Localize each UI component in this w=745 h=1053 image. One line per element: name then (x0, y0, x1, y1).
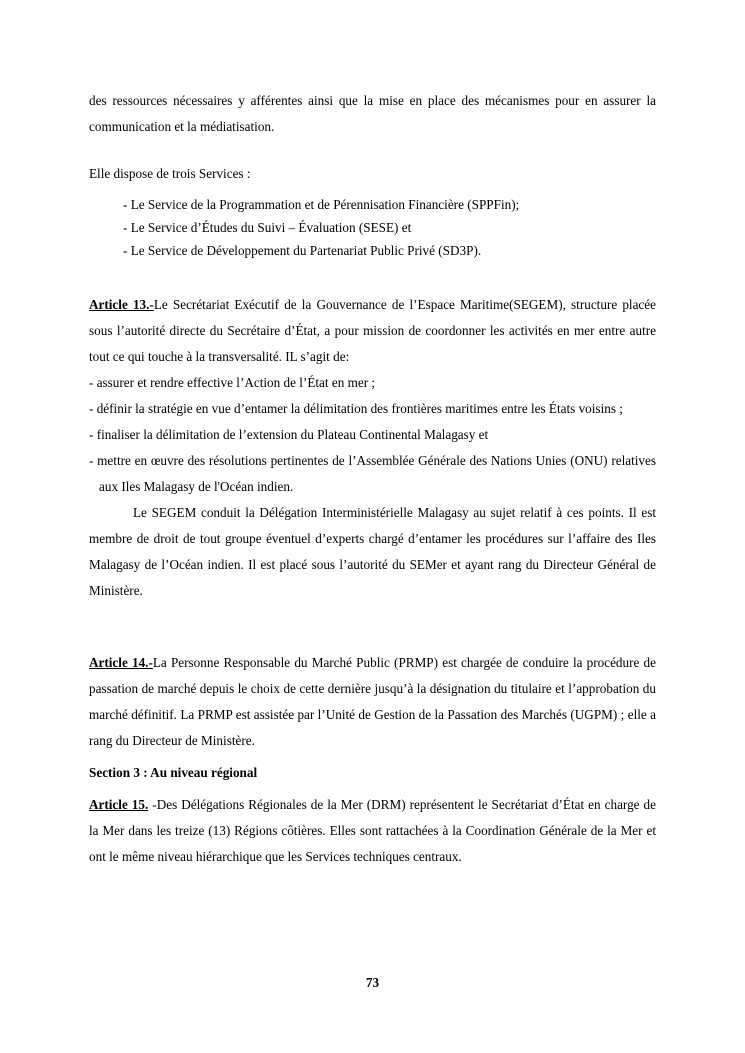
article-13-paragraph (89, 292, 656, 370)
intro-paragraph: des ressources nécessaires y afférentes ainsi que la mise en place des mécanismes pour en assurer la communication et la médiatisation. (89, 93, 656, 134)
list-item: - Le Service de Développement du Partenariat Public Privé (SD3P). (123, 243, 482, 258)
list-item: - mettre en œuvre des résolutions pertinentes de l’Assemblée Générale des Nations Unies (ONU) relatives aux Iles Malagasy de l'Océan indien. (89, 453, 656, 494)
list-item: - Le Service d’Études du Suivi – Évaluation (SESE) et (123, 220, 412, 235)
section-3-title: Section 3 : Au niveau régional (89, 765, 258, 780)
list-item: - définir la stratégie en vue d’entamer la délimitation des frontières maritimes entre les États voisins ; (89, 401, 623, 416)
services-intro: Elle dispose de trois Services : (89, 166, 251, 181)
article-14-paragraph (89, 650, 656, 754)
article-14-label: Article 14.- (89, 655, 153, 670)
article-15-label: Article 15. (89, 797, 149, 812)
page-number: 73 (365, 975, 380, 990)
article-13-closing: Le SEGEM conduit la Délégation Interministérielle Malagasy au sujet relatif à ces points. Il est membre de droit de tout groupe éventuel d’experts chargé d’entamer les procédures sur l’affaire des Iles Malagasy de l’Océan indien. Il est placé sous l’autorité du SEMer et ayant rang du Directeur Général de Ministère. (89, 505, 656, 598)
article-15-paragraph (89, 792, 656, 870)
article-13-label: Article 13.- (89, 297, 154, 312)
article-13-text: Le Secrétariat Exécutif de la Gouvernance de l’Espace Maritime(SEGEM), structure placée sous l’autorité directe du Secrétaire d’État, a pour mission de coordonner les activités en mer entre autre tout ce qui touche à la transversalité. IL s’agit de: (89, 297, 656, 364)
document-page (89, 88, 656, 870)
list-item: - assurer et rendre effective l’Action de l’État en mer ; (89, 375, 376, 390)
article-15-text: -Des Délégations Régionales de la Mer (DRM) représentent le Secrétariat d’État en charge de la Mer dans les treize (13) Régions côtières. Elles sont rattachées à la Coordination Générale de la Mer et ont le même niveau hiérarchique que les Services techniques centraux. (89, 797, 656, 864)
list-item: - Le Service de la Programmation et de Pérennisation Financière (SPPFin); (123, 197, 520, 212)
article-14-text: La Personne Responsable du Marché Public (PRMP) est chargée de conduire la procédure de passation de marché depuis le choix de cette dernière jusqu’à la désignation du titulaire et l’approbation du marché définitif. La PRMP est assistée par l’Unité de Gestion de la Passation des Marchés (UGPM) ; elle a rang du Directeur de Ministère. (89, 655, 656, 748)
article-13-list (89, 370, 656, 500)
services-list (89, 193, 656, 262)
list-item: - finaliser la délimitation de l’extension du Plateau Continental Malagasy et (89, 427, 489, 442)
